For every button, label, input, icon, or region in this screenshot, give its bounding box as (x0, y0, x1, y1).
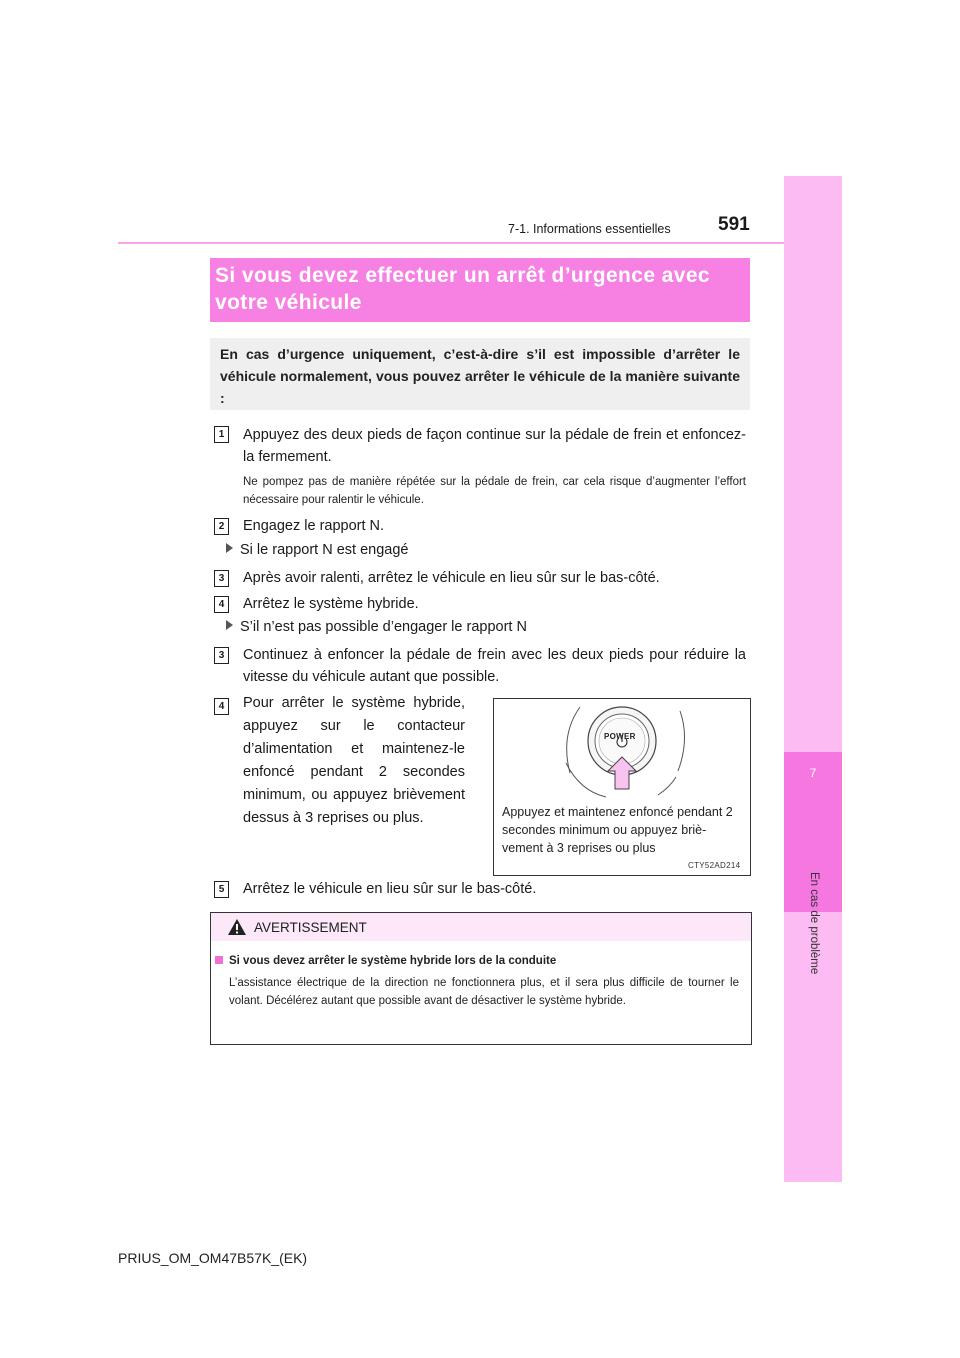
triangle-bullet-icon (226, 620, 233, 630)
step-text: Pour arrêter le système hybride, appuyez sur le contacteur d’alimentation et maintenez-le enfoncé pendant 2 secondes minimum, ou appuyez brièvement dessus à 3 reprises ou plus. (243, 695, 465, 826)
step-text: Appuyez des deux pieds de façon continue sur la pédale de frein et enfoncez-la fermement. (243, 427, 746, 465)
side-strip (784, 176, 842, 1182)
step-text: Après avoir ralenti, arrêtez le véhicule en lieu sûr sur le bas-côté. (243, 570, 660, 586)
warning-heading-text: Si vous devez arrêter le système hybride lors de la conduite (229, 955, 557, 967)
step-text: Engagez le rapport N. (243, 518, 385, 534)
intro-box (210, 338, 750, 410)
condition-heading (226, 619, 527, 635)
triangle-bullet-icon (226, 543, 233, 553)
intro-text: En cas d’urgence uniquement, c’est-à-dire s’il est impossible d’arrêter le véhicule normalement, vous pouvez arrêter le véhicule de la manière suivante : (220, 346, 740, 406)
condition-text: S’il n’est pas possible d’engager le rapport N (240, 619, 527, 635)
condition-heading (226, 542, 408, 558)
power-switch-figure (493, 698, 751, 876)
step-number: 5 (214, 881, 229, 898)
power-button-illustration (494, 699, 750, 803)
page-title: Si vous devez effectuer un arrêt d’urgence avec votre véhicule (215, 264, 710, 314)
warning-title: AVERTISSEMENT (254, 920, 367, 935)
warning-box (210, 912, 752, 1045)
page-number: 591 (718, 214, 750, 235)
step-number: 3 (214, 570, 229, 587)
power-label: POWER (604, 732, 636, 741)
step-number: 4 (214, 596, 229, 613)
warning-body: L’assistance électrique de la direction ne fonctionnera plus, et il sera plus difficile de tourner le volant. Décélérez autant que possible avant de désactiver le système hybride. (229, 977, 739, 1007)
step-number: 4 (214, 698, 229, 715)
document-code: PRIUS_OM_OM47B57K_(EK) (118, 1250, 308, 1266)
warning-triangle-icon (227, 918, 247, 936)
step-number: 1 (214, 426, 229, 443)
step-text: Continuez à enfoncer la pédale de frein avec les deux pieds pour réduire la vitesse du véhicule autant que possible. (243, 647, 746, 685)
title-banner (210, 258, 750, 322)
step-number: 2 (214, 518, 229, 535)
chapter-label: En cas de problème (808, 872, 820, 975)
square-bullet-icon (215, 956, 223, 964)
section-title: 7-1. Informations essentielles (508, 222, 671, 236)
warning-heading (215, 955, 556, 967)
header-rule (118, 242, 842, 244)
chapter-number: 7 (809, 766, 817, 780)
figure-code: CTY52AD214 (688, 861, 741, 870)
step-number: 3 (214, 647, 229, 664)
step-text: Arrêtez le système hybride. (243, 596, 419, 612)
step-text: Arrêtez le véhicule en lieu sûr sur le bas-côté. (243, 881, 537, 897)
condition-text: Si le rapport N est engagé (240, 542, 409, 558)
warning-header (211, 913, 751, 941)
step-note: Ne pompez pas de manière répétée sur la pédale de frein, car cela risque d’augmenter l’effort nécessaire pour ralentir le véhicule. (243, 476, 746, 506)
figure-caption: Appuyez et maintenez enfoncé pendant 2 secondes minimum ou appuyez briè-vement à 3 reprises ou plus (502, 805, 733, 855)
